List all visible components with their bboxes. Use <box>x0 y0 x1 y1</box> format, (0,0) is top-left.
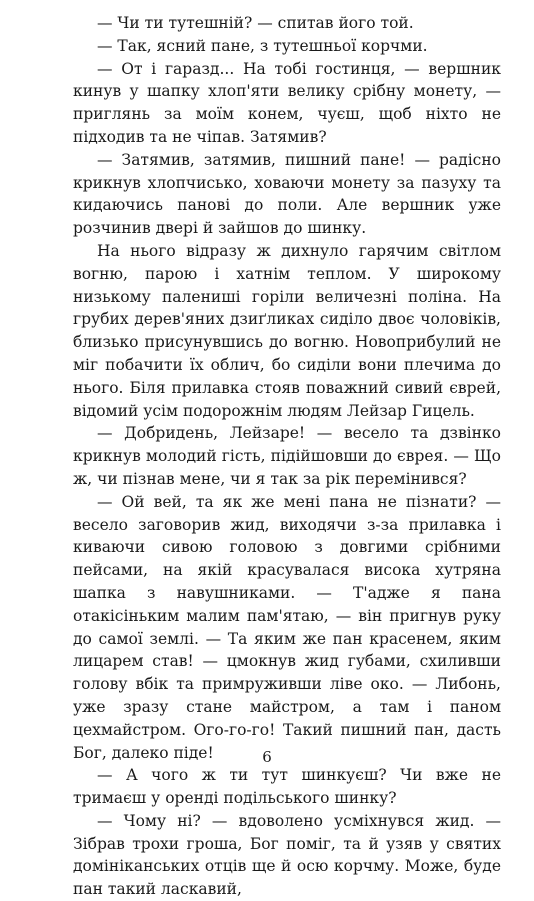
paragraph-5: На нього відразу ж дихнуло гарячим світлом вогню, парою і хатнім теплом. У широкому низькому палениші горіли величезні поліна. На грубих дерев'яних дзиґликах сиділо двоє чоловіків, близько присунувшись до вогню. Новоприбулий не міг побачити їх облич, бо сиділи вони плечима до нього. Біля прилавка стояв поважний сивий єврей, відомий усім подорожнім людям Лейзар Гицель. <box>73 241 501 420</box>
paragraph-8: — А чого ж ти тут шинкуєш? Чи вже не тримаєш у оренді подільського шинку? <box>73 766 501 808</box>
paragraph-2: — Так, ясний пане, з тутешньої корчми. <box>97 36 428 55</box>
paragraph-9: — Чому ні? — вдоволено усміхнувся жид. — Зібрав трохи гроша, Бог поміг, та й узяв у святих домініканських отців ще й осю корчму. Може, буде пан такий ласкавий, <box>73 811 501 899</box>
paragraph-4: — Затямив, затямив, пишний пане! — радісно крикнув хлопчисько, ховаючи монету за пазуху та кидаючись панові до поли. Але вершник уже розчинив двері й зайшов до шинку. <box>73 150 501 238</box>
paragraph-6: — Добридень, Лейзаре! — весело та дзвінко крикнув молодий гість, підійшовши до єврея. — Що ж, чи пізнав мене, чи я так за рік перемінився? <box>73 424 501 488</box>
text-body <box>73 12 501 901</box>
paragraph-1: — Чи ти тутешній? — спитав його той. <box>97 14 414 32</box>
paragraph-3: — От і гаразд... На тобі гостинця, — вершник кинув у шапку хлоп'яти велику срібну монету, — приглянь за моїм конем, чуєш, щоб ніхто не підходив та не чіпав. Затямив? <box>73 59 501 146</box>
page-number: 6 <box>262 748 272 766</box>
paragraph-7: — Ой вей, та як же мені пана не пізнати? — весело заговорив жид, виходячи з-за прилавка і киваючи сивою головою з довгими срібними пейсами, на якій красувалася висока хутряна шапка з навушниками. — Т'адже я пана отакісіньким малим пам'ятаю, — він пригнув руку до самої землі. — Та яким же пан красенем, яким лицарем став! — цмокнув жид губами, схиливши голову вбік та примруживши ліве око. — Либонь, уже зразу стане майстром, а там і паном цехмайстром. Ого-го-го! Такий пишний пан, дасть Бог, далеко піде! <box>73 492 501 762</box>
